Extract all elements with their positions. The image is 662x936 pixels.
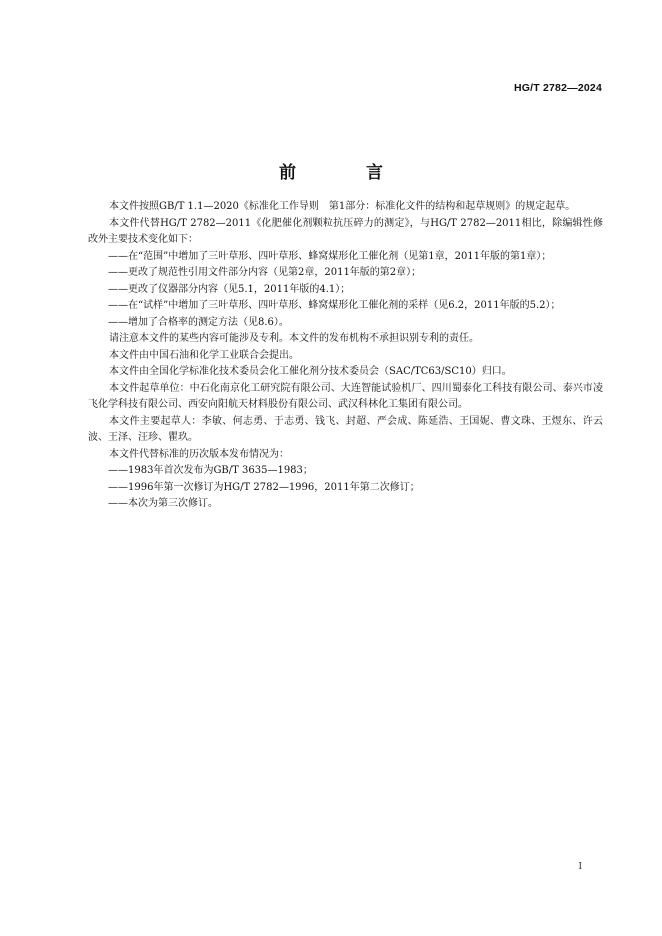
change-list-item: ——更改了规范性引用文件部分内容（见第2章，2011年版的第2章）； bbox=[108, 267, 422, 278]
page-title: 前 言 bbox=[279, 163, 415, 183]
change-list-item: ——更改了仪器部分内容（见5.1，2011年版的4.1）； bbox=[108, 283, 351, 295]
preface-paragraph: 本文件由全国化学标准化技术委员会化工催化剂分技术委员会（SAC/TC63/SC10）归口。 bbox=[109, 366, 512, 377]
change-list-item: ——本次为第三次修订。 bbox=[108, 498, 218, 509]
preface-paragraph: 本文件代替标准的历次版本发布情况为： bbox=[109, 448, 289, 460]
standard-code: HG/T 2782—2024 bbox=[513, 82, 602, 94]
page-number: I bbox=[578, 862, 582, 872]
preface-paragraph: 本文件由中国石油和化学工业联合会提出。 bbox=[109, 349, 299, 361]
preface-paragraph: 本文件代替HG/T 2782—2011《化肥催化剂颗粒抗压碎力的测定》，与HG/T 2782—2011相比，除编辑性修改外主要技术变化如下： bbox=[88, 217, 603, 245]
preface-paragraph: 本文件主要起草人：李敏、何志勇、于志勇、钱飞、封超、严会成、陈延浩、王国妮、曹文珠、王煜东、许云波、王泽、汪珍、瞿玖。 bbox=[88, 415, 603, 443]
change-list-item: ——在“试样”中增加了三叶草形、四叶草形、蜂窝煤形化工催化剂的采样（见6.2，2011年版的5.2）； bbox=[108, 300, 561, 311]
change-list-item: ——1996年第一次修订为HG/T 2782—1996，2011年第二次修订； bbox=[108, 481, 420, 493]
preface-body bbox=[88, 199, 603, 513]
change-list-item: ——增加了合格率的测定方法（见8.6）。 bbox=[108, 316, 289, 328]
change-list-item: ——1983年首次发布为GB/T 3635—1983； bbox=[108, 465, 313, 476]
preface-paragraph: 本文件起草单位：中石化南京化工研究院有限公司、大连智能试验机厂、四川蜀泰化工科技有限公司、泰兴市凌飞化学科技有限公司、西安向阳航天材料股份有限公司、武汉科林化工集团有限公司。 bbox=[88, 382, 603, 410]
preface-paragraph: 本文件按照GB/T 1.1—2020《标准化工作导则 第1部分：标准化文件的结构和起草规则》的规定起草。 bbox=[109, 201, 576, 212]
preface-paragraph: 请注意本文件的某些内容可能涉及专利。本文件的发布机构不承担识别专利的责任。 bbox=[109, 333, 479, 344]
change-list-item: ——在“范围”中增加了三叶草形、四叶草形、蜂窝煤形化工催化剂（见第1章，2011年版的第1章）； bbox=[108, 250, 552, 262]
